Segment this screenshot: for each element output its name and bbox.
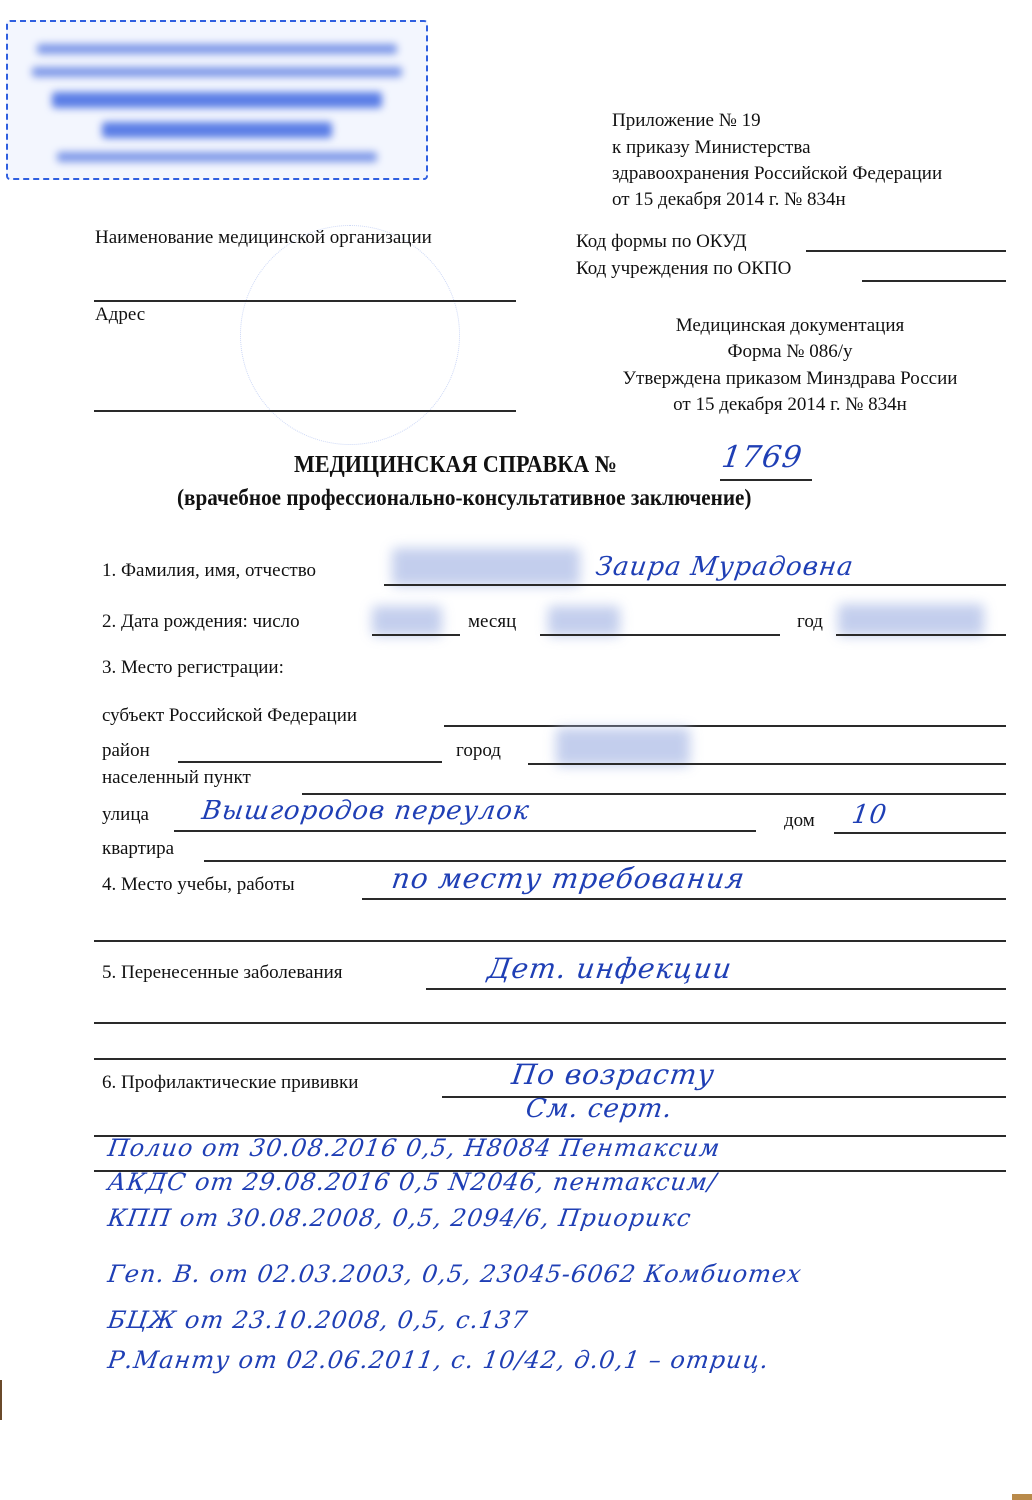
redacted-birth-day bbox=[372, 606, 442, 636]
stamp-line bbox=[52, 92, 382, 108]
stamp-line bbox=[57, 152, 377, 162]
redacted-birth-year bbox=[838, 604, 984, 636]
redacted-surname bbox=[392, 548, 580, 586]
organization-stamp bbox=[6, 20, 428, 180]
okud-field[interactable] bbox=[806, 250, 1006, 252]
appendix-line-2: к приказу Министерства bbox=[612, 137, 811, 158]
work-field[interactable] bbox=[362, 898, 1006, 900]
house-field[interactable] bbox=[834, 832, 1006, 834]
certificate-number: 1769 bbox=[719, 440, 805, 475]
street-field[interactable] bbox=[174, 830, 756, 832]
house-value: 10 bbox=[849, 800, 890, 830]
vaccinations-value-line-2: См. серт. bbox=[523, 1094, 675, 1124]
birth-year-label: год bbox=[797, 611, 823, 632]
vaccination-entry: Р.Манту от 02.06.2011, с. 10/42, д.0,1 – отриц. bbox=[106, 1346, 772, 1374]
vaccination-entry: Полио от 30.08.2016 0,5, Н8084 Пентаксим bbox=[106, 1134, 723, 1162]
appendix-line-4: от 15 декабря 2014 г. № 834н bbox=[612, 189, 846, 210]
form-info-line-2: Форма № 086/у bbox=[727, 341, 853, 362]
diseases-value: Дет. инфекции bbox=[485, 952, 735, 985]
vaccination-entry: Геп. В. от 02.03.2003, 0,5, 23045-6062 Комбиотех bbox=[106, 1260, 804, 1288]
okpo-field[interactable] bbox=[862, 280, 1006, 282]
subject-field[interactable] bbox=[444, 725, 1006, 727]
birth-month-field[interactable] bbox=[540, 634, 780, 636]
vaccination-entry: КПП от 30.08.2008, 0,5, 2094/6, Приорикс bbox=[106, 1204, 694, 1232]
fio-label: 1. Фамилия, имя, отчество bbox=[102, 560, 317, 581]
city-label: город bbox=[456, 740, 501, 761]
stamp-line bbox=[32, 67, 402, 77]
form-info-line-3: Утверждена приказом Минздрава России bbox=[622, 368, 958, 389]
certificate-title: МЕДИЦИНСКАЯ СПРАВКА № bbox=[294, 452, 617, 478]
locality-label: населенный пункт bbox=[102, 767, 251, 788]
address-label: Адрес bbox=[95, 304, 146, 325]
work-value: по месту требования bbox=[389, 862, 748, 895]
vaccinations-label: 6. Профилактические прививки bbox=[102, 1072, 359, 1093]
form-info-line-1: Медицинская документация bbox=[675, 315, 905, 336]
form-info-line-4: от 15 декабря 2014 г. № 834н bbox=[673, 394, 907, 415]
certificate-subtitle: (врачебное профессионально-консультативное заключение) bbox=[177, 485, 752, 510]
stamp-line bbox=[37, 44, 397, 54]
paper-edge bbox=[0, 1380, 2, 1420]
stamp-line bbox=[102, 122, 332, 138]
work-field-continuation[interactable] bbox=[94, 940, 1006, 942]
locality-field[interactable] bbox=[302, 793, 1006, 795]
paper-edge bbox=[1012, 1494, 1032, 1500]
birth-day-label: 2. Дата рождения: число bbox=[102, 611, 300, 632]
appendix-line-1: Приложение № 19 bbox=[612, 110, 761, 131]
address-field[interactable] bbox=[94, 410, 516, 412]
district-label: район bbox=[102, 740, 150, 761]
birth-day-field[interactable] bbox=[372, 634, 460, 636]
diseases-label: 5. Перенесенные заболевания bbox=[102, 962, 343, 983]
org-name-label: Наименование медицинской организации bbox=[95, 227, 432, 248]
vaccination-entry: БЦЖ от 23.10.2008, 0,5, с.137 bbox=[106, 1306, 530, 1334]
certificate-number-underline bbox=[720, 479, 812, 481]
round-seal-faint bbox=[240, 225, 460, 445]
registration-label: 3. Место регистрации: bbox=[102, 657, 284, 678]
okpo-label: Код учреждения по ОКПО bbox=[576, 258, 792, 279]
redacted-city bbox=[556, 728, 690, 766]
diseases-field-line-2[interactable] bbox=[94, 1022, 1006, 1024]
city-field[interactable] bbox=[528, 763, 1006, 765]
fio-field[interactable] bbox=[384, 584, 1006, 586]
birth-year-field[interactable] bbox=[836, 634, 1006, 636]
org-name-field[interactable] bbox=[94, 300, 516, 302]
redacted-birth-month bbox=[548, 606, 620, 636]
vaccination-entry: АКДС от 29.08.2016 0,5 N2046, пентаксим/ bbox=[106, 1168, 719, 1196]
street-value: Вышгородов переулок bbox=[199, 796, 532, 826]
fio-value: Заира Мурадовна bbox=[593, 552, 856, 582]
subject-label: субъект Российской Федерации bbox=[102, 705, 358, 726]
diseases-field[interactable] bbox=[426, 988, 1006, 990]
apartment-label: квартира bbox=[102, 838, 175, 859]
okud-label: Код формы по ОКУД bbox=[576, 231, 747, 252]
vaccinations-value-line-1: По возрасту bbox=[509, 1058, 718, 1091]
birth-month-label: месяц bbox=[468, 611, 517, 632]
work-label: 4. Место учебы, работы bbox=[102, 874, 295, 895]
street-label: улица bbox=[102, 804, 149, 825]
district-field[interactable] bbox=[178, 761, 442, 763]
appendix-line-3: здравоохранения Российской Федерации bbox=[612, 163, 943, 184]
house-label: дом bbox=[784, 810, 815, 831]
